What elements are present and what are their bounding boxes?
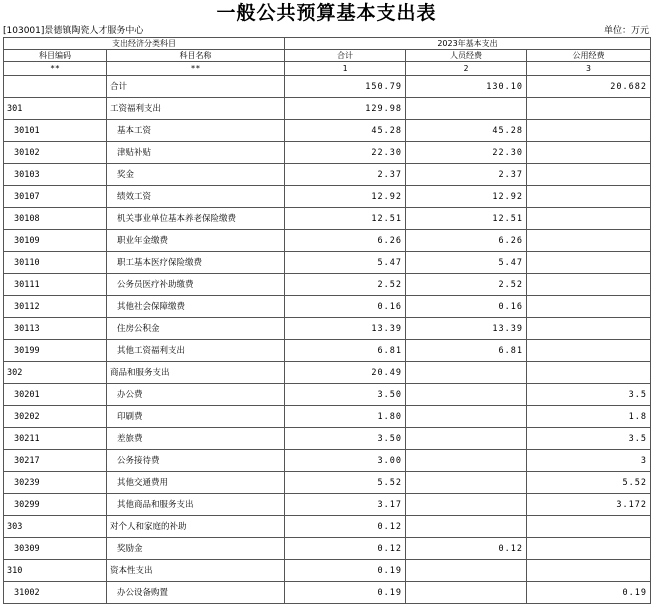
cell-code: 30110 [4,252,107,274]
table-row [4,76,651,98]
cell-name: 资本性支出 [107,560,285,582]
table-row [4,230,651,252]
cell-name: 办公费 [107,384,285,406]
table-row [4,582,651,604]
cell-public [527,208,651,230]
header-idx-personnel: 2 [406,62,527,76]
cell-name: 其他商品和服务支出 [107,494,285,516]
cell-name: 差旅费 [107,428,285,450]
cell-name: 其他工资福利支出 [107,340,285,362]
cell-total: 5.52 [285,472,406,494]
cell-total: 5.47 [285,252,406,274]
cell-total: 3.50 [285,428,406,450]
cell-name: 办公设备购置 [107,582,285,604]
cell-code: 30202 [4,406,107,428]
cell-public [527,340,651,362]
cell-name: 其他交通费用 [107,472,285,494]
cell-name: 奖金 [107,164,285,186]
header-group-left: 支出经济分类科目 [4,38,285,50]
table-row [4,274,651,296]
cell-public: 3.5 [527,428,651,450]
cell-total: 0.19 [285,560,406,582]
cell-code: 30109 [4,230,107,252]
cell-public: 3.172 [527,494,651,516]
table-row [4,142,651,164]
cell-public: 5.52 [527,472,651,494]
cell-code: 302 [4,362,107,384]
cell-code: 30309 [4,538,107,560]
unit-code-label: [103001]景德镇陶瓷人才服务中心 [3,26,144,36]
cell-code: 30101 [4,120,107,142]
cell-public [527,252,651,274]
table-row [4,472,651,494]
header-row-group [4,38,651,50]
cell-total: 1.80 [285,406,406,428]
cell-public [527,274,651,296]
header-idx-name: ** [107,62,285,76]
cell-public [527,164,651,186]
cell-public: 20.682 [527,76,651,98]
cell-name: 商品和服务支出 [107,362,285,384]
cell-personnel: 6.81 [406,340,527,362]
cell-personnel [406,516,527,538]
cell-personnel: 45.28 [406,120,527,142]
cell-public: 3.5 [527,384,651,406]
header-idx-public: 3 [527,62,651,76]
cell-total: 0.19 [285,582,406,604]
cell-name: 公务接待费 [107,450,285,472]
budget-table [3,37,651,604]
cell-personnel: 2.52 [406,274,527,296]
cell-personnel: 6.26 [406,230,527,252]
header-col-personnel: 人员经费 [406,50,527,62]
cell-total: 2.37 [285,164,406,186]
cell-personnel [406,384,527,406]
cell-code: 30107 [4,186,107,208]
header-col-total: 合计 [285,50,406,62]
cell-personnel [406,406,527,428]
cell-public [527,560,651,582]
header-idx-total: 1 [285,62,406,76]
report-title: 一般公共预算基本支出表 [216,2,437,24]
cell-total: 12.92 [285,186,406,208]
table-row [4,340,651,362]
cell-personnel: 5.47 [406,252,527,274]
cell-total: 45.28 [285,120,406,142]
table-row [4,406,651,428]
cell-public [527,186,651,208]
cell-name: 对个人和家庭的补助 [107,516,285,538]
cell-code: 30102 [4,142,107,164]
cell-total: 12.51 [285,208,406,230]
cell-name: 职工基本医疗保险缴费 [107,252,285,274]
table-row [4,494,651,516]
cell-public: 3 [527,450,651,472]
cell-name: 合计 [107,76,285,98]
cell-total: 22.30 [285,142,406,164]
cell-code: 30299 [4,494,107,516]
cell-public [527,362,651,384]
cell-public: 0.19 [527,582,651,604]
cell-code: 30211 [4,428,107,450]
cell-personnel: 2.37 [406,164,527,186]
cell-personnel: 130.10 [406,76,527,98]
cell-personnel [406,98,527,120]
cell-name: 印刷费 [107,406,285,428]
cell-code: 310 [4,560,107,582]
table-row [4,362,651,384]
cell-public [527,120,651,142]
cell-total: 3.00 [285,450,406,472]
cell-code [4,76,107,98]
cell-code: 30112 [4,296,107,318]
cell-name: 津贴补贴 [107,142,285,164]
cell-code: 301 [4,98,107,120]
table-row [4,560,651,582]
cell-total: 3.17 [285,494,406,516]
table-row [4,208,651,230]
cell-public [527,516,651,538]
cell-personnel: 13.39 [406,318,527,340]
cell-total: 3.50 [285,384,406,406]
cell-public [527,230,651,252]
cell-public [527,142,651,164]
table-row [4,296,651,318]
table-row [4,252,651,274]
cell-public [527,318,651,340]
cell-public [527,296,651,318]
cell-code: 30113 [4,318,107,340]
header-col-public: 公用经费 [527,50,651,62]
cell-personnel [406,560,527,582]
cell-total: 129.98 [285,98,406,120]
cell-code: 30108 [4,208,107,230]
cell-personnel: 0.12 [406,538,527,560]
cell-personnel [406,450,527,472]
cell-total: 0.16 [285,296,406,318]
cell-name: 其他社会保障缴费 [107,296,285,318]
cell-total: 6.26 [285,230,406,252]
table-row [4,428,651,450]
cell-personnel [406,494,527,516]
cell-code: 30217 [4,450,107,472]
cell-name: 住房公积金 [107,318,285,340]
table-row [4,318,651,340]
cell-name: 机关事业单位基本养老保险缴费 [107,208,285,230]
cell-total: 0.12 [285,538,406,560]
cell-total: 20.49 [285,362,406,384]
cell-name: 工资福利支出 [107,98,285,120]
table-row [4,164,651,186]
cell-personnel [406,582,527,604]
header-col-name: 科目名称 [107,50,285,62]
cell-name: 奖励金 [107,538,285,560]
cell-total: 13.39 [285,318,406,340]
unit-line [3,25,649,37]
header-group-right: 2023年基本支出 [285,38,651,50]
cell-code: 30199 [4,340,107,362]
cell-public [527,98,651,120]
cell-name: 绩效工资 [107,186,285,208]
cell-total: 6.81 [285,340,406,362]
cell-code: 30201 [4,384,107,406]
cell-personnel: 12.51 [406,208,527,230]
table-row [4,538,651,560]
currency-unit-label: 单位：万元 [603,26,649,36]
cell-code: 30111 [4,274,107,296]
cell-code: 30103 [4,164,107,186]
cell-name: 公务员医疗补助缴费 [107,274,285,296]
header-row-columns [4,50,651,62]
cell-personnel: 0.16 [406,296,527,318]
cell-personnel [406,472,527,494]
cell-total: 2.52 [285,274,406,296]
cell-code: 30239 [4,472,107,494]
cell-personnel: 12.92 [406,186,527,208]
cell-total: 0.12 [285,516,406,538]
table-row [4,384,651,406]
cell-name: 基本工资 [107,120,285,142]
cell-personnel: 22.30 [406,142,527,164]
cell-code: 31002 [4,582,107,604]
cell-code: 303 [4,516,107,538]
table-row [4,98,651,120]
cell-personnel [406,362,527,384]
table-row [4,186,651,208]
cell-total: 150.79 [285,76,406,98]
table-row [4,120,651,142]
cell-public [527,538,651,560]
header-idx-code: ** [4,62,107,76]
cell-personnel [406,428,527,450]
header-row-index [4,62,651,76]
header-col-code: 科目编码 [4,50,107,62]
table-row [4,516,651,538]
table-row [4,450,651,472]
cell-name: 职业年金缴费 [107,230,285,252]
cell-public: 1.8 [527,406,651,428]
